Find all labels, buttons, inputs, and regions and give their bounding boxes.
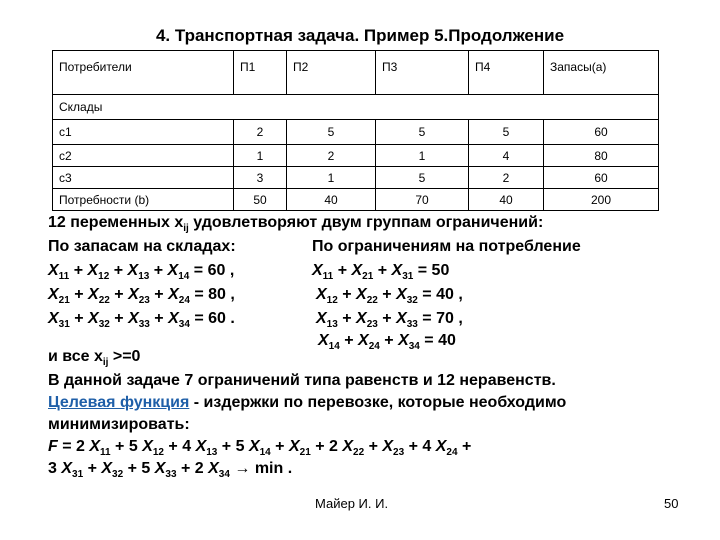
table-cell: 200 — [544, 189, 659, 211]
right-heading: По ограничениям на потребление — [312, 238, 581, 255]
header-p4: П4 — [469, 51, 544, 95]
header-p3: П3 — [376, 51, 469, 95]
footer-author: Майер И. И. — [315, 496, 389, 511]
intro-sub: ij — [183, 223, 189, 235]
table-cell: 1 — [234, 145, 287, 167]
intro-text-a: 12 переменных x — [48, 214, 184, 231]
row-label: с2 — [53, 145, 234, 167]
left-constraint-3: $X_{31} + X_{32} + X_{33} + X_{34} = 60$ . — [48, 310, 235, 331]
nonneg-sub: ij — [102, 357, 109, 369]
objective-line-2: минимизировать: — [48, 416, 190, 433]
row-label: с3 — [53, 167, 234, 189]
header-p2: П2 — [287, 51, 376, 95]
nonneg-text-a: и все x — [48, 348, 103, 365]
table-cell: 1 — [287, 167, 376, 189]
header-consumers: Потребители — [53, 51, 234, 95]
table-cell: 60 — [544, 120, 659, 145]
table-cell: 5 — [469, 120, 544, 145]
header-supply: Запасы(a) — [544, 51, 659, 95]
table-cell: 5 — [376, 167, 469, 189]
table-cell: 2 — [234, 120, 287, 145]
nonneg-line — [48, 348, 140, 368]
table-cell: 2 — [287, 145, 376, 167]
table-cell: 40 — [287, 189, 376, 211]
table-row — [53, 120, 659, 145]
table-cell: 3 — [234, 167, 287, 189]
table-row — [53, 189, 659, 211]
header-p1: П1 — [234, 51, 287, 95]
table-cell: 50 — [234, 189, 287, 211]
row-label: с1 — [53, 120, 234, 145]
intro-text-b: удовлетворяют двум группам ограничений: — [188, 214, 544, 231]
page-title: 4. Транспортная задача. Пример 5.Продолжение — [155, 26, 565, 45]
table-cell: 70 — [376, 189, 469, 211]
table-cell: 5 — [376, 120, 469, 145]
table-cell: 1 — [376, 145, 469, 167]
right-constraint-3: $X_{13} + X_{23} + X_{33} = 70$ , — [316, 310, 463, 331]
left-constraint-1: $X_{11} + X_{12} + X_{13} + X_{14} = 60$ , — [48, 262, 235, 283]
table-header-row — [53, 51, 659, 95]
objective-function-link[interactable]: Целевая функция — [48, 394, 190, 411]
right-constraint-4: $X_{14} + X_{24} + X_{34} = 40$ — [318, 332, 456, 353]
table-cell: 2 — [469, 167, 544, 189]
table-cell: 5 — [287, 120, 376, 145]
warehouses-label: Склады — [53, 95, 659, 120]
page-number: 50 — [664, 496, 679, 511]
table-cell: 60 — [544, 167, 659, 189]
summary-line: В данной задаче 7 ограничений типа равенств и 12 неравенств. — [48, 372, 556, 389]
table-row-warehouses — [53, 95, 659, 120]
table-cell: 4 — [469, 145, 544, 167]
right-constraint-1: $X_{11} + X_{21} + X_{31} = 50$ — [312, 262, 450, 283]
table-cell: 80 — [544, 145, 659, 167]
transport-table — [52, 50, 659, 211]
table-row — [53, 167, 659, 189]
objective-line — [48, 394, 566, 412]
table-cell: 40 — [469, 189, 544, 211]
left-heading: По запасам на складах: — [48, 238, 236, 255]
right-constraint-2: $X_{12} + X_{22} + X_{32} = 40$ , — [316, 286, 463, 307]
left-constraint-2: $X_{21} + X_{22} + X_{23} + X_{24} = 80$ , — [48, 286, 235, 307]
table-row — [53, 145, 659, 167]
intro-line — [48, 214, 543, 234]
objective-formula-1: F = 2 $X_{11} + 5$ $X_{12} + 4$ $X_{13} + 5$ $X_{14} + X_{21} + 2$ $X_{22} + X_{23} + 4$ $X_{24}$ + — [48, 438, 472, 459]
objective-text: - издержки по перевозке, которые необходимо — [189, 394, 567, 411]
row-label: Потребности (b) — [53, 189, 234, 211]
objective-formula-2: 3 $X_{31} + X_{32} + 5$ $X_{33} + 2$ $X_{34} \to \min$ . — [48, 460, 293, 481]
nonneg-text-b: >=0 — [108, 348, 141, 365]
